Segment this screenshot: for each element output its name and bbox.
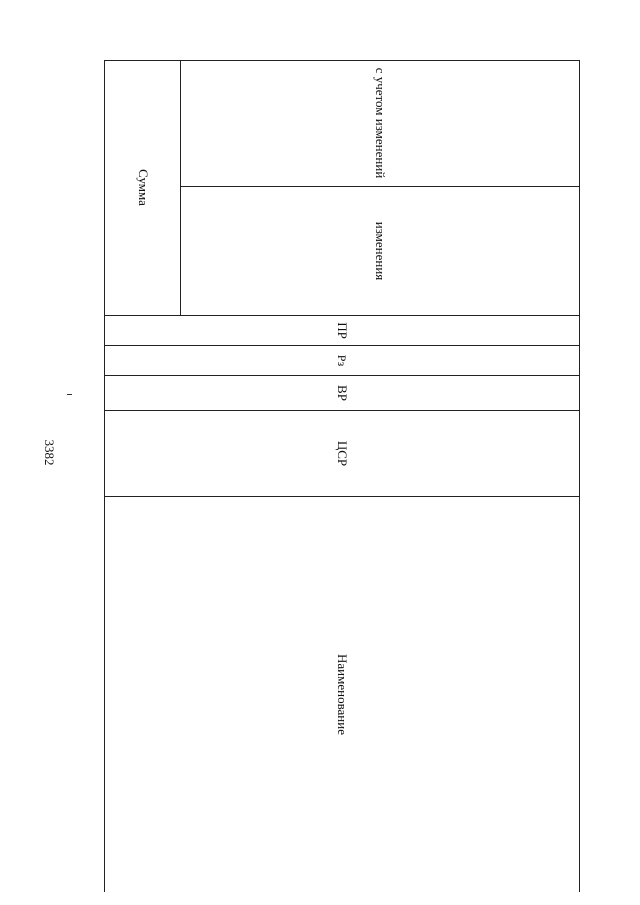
continuation-mark xyxy=(67,394,72,395)
table-top-border xyxy=(579,60,580,892)
header-change: изменения xyxy=(373,221,388,281)
header-name: Наименование xyxy=(335,654,350,735)
page-number: 3382 xyxy=(42,439,57,466)
header-with-changes: с учетом изменений xyxy=(373,67,388,179)
header-pr: ПР xyxy=(335,322,350,339)
header-vr: ВР xyxy=(335,385,350,401)
header-csr: ЦСР xyxy=(335,440,350,467)
header-rz: Рз xyxy=(335,354,349,367)
header-sum: Сумма xyxy=(136,169,151,206)
